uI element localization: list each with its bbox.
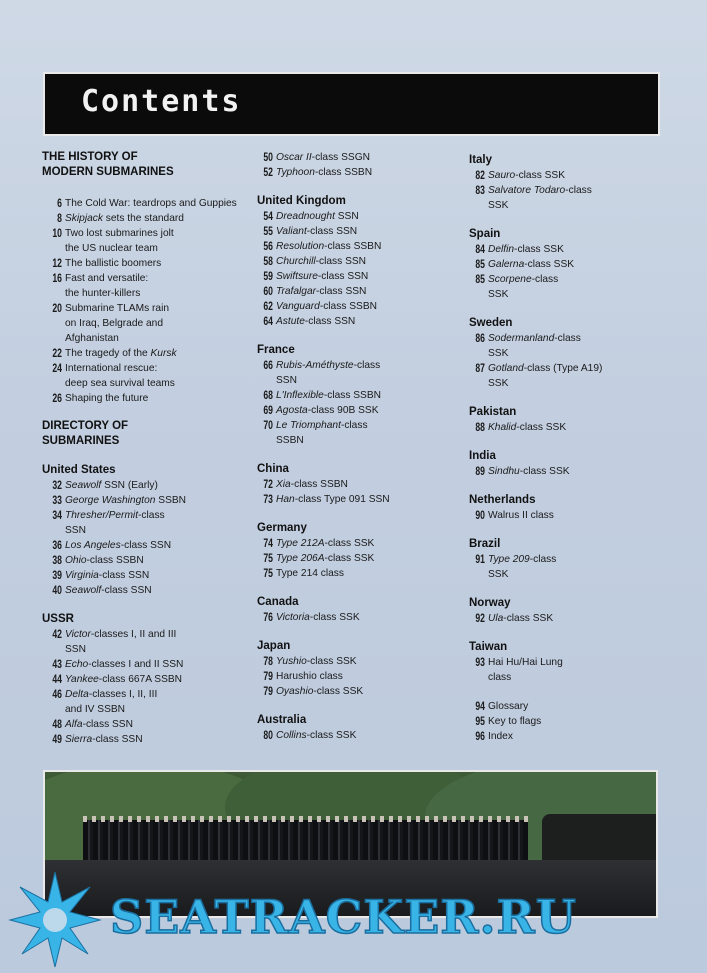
contents-entry — [257, 669, 457, 684]
entry-title: Shaping the future — [65, 393, 149, 404]
page-number: 39 — [52, 568, 62, 582]
contents-entry — [42, 672, 247, 687]
page-number: 40 — [52, 583, 62, 597]
contents-entry — [257, 165, 457, 180]
page-number: 94 — [475, 699, 485, 713]
entry-title: Yushio-class SSK — [276, 656, 357, 667]
contents-entry — [42, 717, 247, 732]
contents-entry — [42, 256, 247, 271]
page-number: 32 — [52, 478, 62, 492]
entry-title: Le Triomphant-class SSBN — [276, 420, 368, 446]
entry-title: Fast and versatile: the hunter-killers — [65, 273, 149, 299]
entry-title: The ballistic boomers — [65, 258, 162, 269]
contents-entry — [42, 226, 247, 256]
page-number: 44 — [52, 672, 62, 686]
contents-entry — [469, 611, 669, 626]
entry-title: L'Inflexible-class SSBN — [276, 390, 382, 401]
page-number: 38 — [52, 553, 62, 567]
page-number: 34 — [52, 508, 62, 522]
contents-entry — [42, 657, 247, 672]
directory-sections — [469, 153, 669, 744]
page-number: 84 — [475, 242, 485, 256]
page-number: 8 — [57, 211, 62, 225]
section-heading: USSR — [42, 613, 74, 625]
entry-title: The tragedy of the Kursk — [65, 348, 177, 359]
section-heading: Australia — [257, 714, 307, 726]
contents-entry — [42, 508, 247, 538]
entry-title: Type 206A-class SSK — [276, 553, 375, 564]
contents-entry — [257, 254, 457, 269]
contents-entry — [42, 361, 247, 391]
contents-entry — [42, 553, 247, 568]
contents-column-1 — [42, 150, 247, 747]
contents-entry — [257, 566, 457, 581]
page-number: 16 — [52, 271, 62, 285]
page-number: 20 — [52, 301, 62, 315]
entry-title: Virginia-class SSN — [65, 570, 150, 581]
page-number: 85 — [475, 272, 485, 286]
page-number: 82 — [475, 168, 485, 182]
entry-title: Hai Hu/Hai Lung class — [488, 657, 563, 683]
entry-title: George Washington SSBN — [65, 495, 187, 506]
section-heading: Sweden — [469, 317, 513, 329]
contents-entry — [42, 568, 247, 583]
contents-entry — [42, 301, 247, 346]
contents-entry — [257, 477, 457, 492]
page-number: 86 — [475, 331, 485, 345]
page-number: 59 — [263, 269, 273, 283]
page-number: 70 — [263, 418, 273, 432]
page-number: 78 — [263, 654, 273, 668]
contents-entry — [42, 732, 247, 747]
entry-title: Walrus II class — [488, 510, 554, 521]
page-number: 83 — [475, 183, 485, 197]
page-number: 90 — [475, 508, 485, 522]
section-heading: Spain — [469, 228, 501, 240]
entry-title: Glossary — [488, 701, 529, 712]
page-number: 79 — [263, 669, 273, 683]
page-number: 12 — [52, 256, 62, 270]
section-heading: Norway — [469, 597, 511, 609]
page-number: 10 — [52, 226, 62, 240]
section-heading: France — [257, 344, 295, 356]
page-number: 55 — [263, 224, 273, 238]
contents-entry — [42, 196, 247, 211]
entry-title: Trafalgar-class SSN — [276, 286, 367, 297]
entry-title: Type 214 class — [276, 568, 344, 579]
page-number: 69 — [263, 403, 273, 417]
entry-title: Los Angeles-class SSN — [65, 540, 172, 551]
contents-column-2 — [257, 150, 457, 743]
page-number: 76 — [263, 610, 273, 624]
entry-title: Yankee-class 667A SSBN — [65, 674, 183, 685]
contents-entry — [469, 420, 669, 435]
watermark-text: SEATRACKER.RU — [110, 890, 577, 944]
page-number: 50 — [263, 150, 273, 164]
entry-title: Oyashio-class SSK — [276, 686, 364, 697]
contents-entry — [469, 168, 669, 183]
page-number: 79 — [263, 684, 273, 698]
page-number: 33 — [52, 493, 62, 507]
page-number: 43 — [52, 657, 62, 671]
contents-entry — [42, 478, 247, 493]
contents-entry — [257, 492, 457, 507]
page-number: 26 — [52, 391, 62, 405]
contents-entry — [42, 211, 247, 226]
entry-title: Agosta-class 90B SSK — [276, 405, 379, 416]
page-number: 66 — [263, 358, 273, 372]
contents-entry — [469, 183, 669, 213]
section-heading: India — [469, 450, 496, 462]
contents-entry — [257, 610, 457, 625]
page-number: 91 — [475, 552, 485, 566]
contents-entry — [469, 331, 669, 361]
page-number: 88 — [475, 420, 485, 434]
section-heading: Canada — [257, 596, 299, 608]
page-number: 58 — [263, 254, 273, 268]
entry-title: Type 209-class SSK — [488, 554, 557, 580]
section-heading: Italy — [469, 154, 493, 166]
page-title: Contents — [81, 84, 242, 119]
contents-entry — [257, 684, 457, 699]
entry-title: Sierra-class SSN — [65, 734, 143, 745]
entry-title: The Cold War: teardrops and Guppies — [65, 198, 237, 209]
contents-entry — [257, 654, 457, 669]
contents-entry — [257, 224, 457, 239]
entry-title: Victor-classes I, II and III SSN — [65, 629, 177, 655]
entry-title: Sodermanland-class SSK — [488, 333, 581, 359]
page-number: 92 — [475, 611, 485, 625]
entry-title: Scorpene-class SSK — [488, 274, 559, 300]
entry-title: Churchill-class SSN — [276, 256, 367, 267]
history-list — [42, 196, 247, 406]
page-number: 52 — [263, 165, 273, 179]
contents-entry — [257, 239, 457, 254]
contents-entry — [469, 361, 669, 391]
entry-title: Salvatore Todaro-class SSK — [488, 185, 592, 211]
page-number: 68 — [263, 388, 273, 402]
entry-title: Thresher/Permit-class SSN — [65, 510, 165, 536]
section-heading: Pakistan — [469, 406, 517, 418]
contents-entry — [257, 150, 457, 165]
page-number: 95 — [475, 714, 485, 728]
entry-title: Han-class Type 091 SSN — [276, 494, 390, 505]
entry-title: Gotland-class (Type A19) SSK — [488, 363, 603, 389]
contents-entry — [42, 627, 247, 657]
entry-title: Seawolf-class SSN — [65, 585, 152, 596]
entry-title: Type 212A-class SSK — [276, 538, 375, 549]
page-number: 72 — [263, 477, 273, 491]
contents-entry — [257, 388, 457, 403]
page-number: 49 — [52, 732, 62, 746]
entry-title: Astute-class SSN — [276, 316, 356, 327]
contents-entry — [469, 257, 669, 272]
entry-title: Xia-class SSBN — [276, 479, 348, 490]
section-heading: Japan — [257, 640, 291, 652]
submarine-sail — [542, 814, 658, 864]
page-number: 42 — [52, 627, 62, 641]
page-number: 87 — [475, 361, 485, 375]
page-number: 36 — [52, 538, 62, 552]
entry-title: Sindhu-class SSK — [488, 466, 570, 477]
entry-title: Khalid-class SSK — [488, 422, 567, 433]
page-number: 89 — [475, 464, 485, 478]
page-number: 75 — [263, 566, 273, 580]
contents-entry — [42, 538, 247, 553]
entry-title: Victoria-class SSK — [276, 612, 360, 623]
entry-title: Alfa-class SSN — [65, 719, 133, 730]
page-number: 54 — [263, 209, 273, 223]
entry-title: Typhoon-class SSBN — [276, 167, 373, 178]
contents-entry — [42, 271, 247, 301]
entry-title: International rescue: deep sea survival teams — [65, 363, 175, 389]
contents-entry — [469, 242, 669, 257]
page-number: 48 — [52, 717, 62, 731]
section-heading: Taiwan — [469, 641, 508, 653]
entry-title: Ula-class SSK — [488, 613, 554, 624]
page-number: 62 — [263, 299, 273, 313]
contents-entry — [257, 209, 457, 224]
entry-title: Vanguard-class SSBN — [276, 301, 377, 312]
section-heading: Netherlands — [469, 494, 536, 506]
page-number: 96 — [475, 729, 485, 743]
contents-entry — [469, 714, 669, 729]
contents-entry — [469, 508, 669, 523]
page-number: 75 — [263, 551, 273, 565]
entry-title: Skipjack sets the standard — [65, 213, 184, 224]
entry-title: Seawolf SSN (Early) — [65, 480, 158, 491]
entry-title: Harushio class — [276, 671, 343, 682]
entry-title: Swiftsure-class SSN — [276, 271, 369, 282]
entry-title: Echo-classes I and II SSN — [65, 659, 184, 670]
entry-title: Resolution-class SSBN — [276, 241, 382, 252]
page-number: 73 — [263, 492, 273, 506]
contents-entry — [469, 655, 669, 685]
page-number: 56 — [263, 239, 273, 253]
page-number: 85 — [475, 257, 485, 271]
contents-entry — [257, 299, 457, 314]
entry-title: Submarine TLAMs rain on Iraq, Belgrade and Afghanistan — [65, 303, 169, 344]
page-number: 46 — [52, 687, 62, 701]
contents-entry — [257, 418, 457, 448]
entry-title: Ohio-class SSBN — [65, 555, 144, 566]
page-number: 60 — [263, 284, 273, 298]
entry-title: Rubis-Améthyste-class SSN — [276, 360, 381, 386]
history-heading: THE HISTORY OF MODERN SUBMARINES — [42, 151, 174, 178]
page-number: 24 — [52, 361, 62, 375]
contents-column-3 — [469, 153, 669, 744]
contents-entry — [257, 284, 457, 299]
contents-entry — [257, 728, 457, 743]
contents-entry — [42, 583, 247, 598]
crew-line — [83, 820, 528, 862]
contents-entry — [469, 699, 669, 714]
page-number: 80 — [263, 728, 273, 742]
page-number: 22 — [52, 346, 62, 360]
section-heading: Germany — [257, 522, 307, 534]
directory-sections — [42, 463, 247, 747]
directory-sections — [257, 150, 457, 743]
entry-title: Valiant-class SSN — [276, 226, 358, 237]
entry-title: Index — [488, 731, 513, 742]
contents-entry — [42, 687, 247, 717]
watermark-burst-icon — [0, 862, 110, 972]
entry-title: Sauro-class SSK — [488, 170, 566, 181]
contents-entry — [257, 551, 457, 566]
contents-entry — [469, 464, 669, 479]
contents-entry — [42, 493, 247, 508]
contents-entry — [42, 346, 247, 361]
contents-entry — [257, 269, 457, 284]
contents-entry — [257, 403, 457, 418]
contents-entry — [42, 391, 247, 406]
entry-title: Key to flags — [488, 716, 542, 727]
section-heading: United States — [42, 464, 116, 476]
entry-title: Collins-class SSK — [276, 730, 357, 741]
page-number: 64 — [263, 314, 273, 328]
contents-entry — [469, 272, 669, 302]
directory-heading: DIRECTORY OF SUBMARINES — [42, 420, 129, 447]
contents-entry — [257, 536, 457, 551]
title-bar — [43, 72, 660, 136]
entry-title: Delfin-class SSK — [488, 244, 564, 255]
page-number: 74 — [263, 536, 273, 550]
section-heading: United Kingdom — [257, 195, 346, 207]
section-heading: China — [257, 463, 289, 475]
entry-title: Oscar II-class SSGN — [276, 152, 370, 163]
section-heading: Brazil — [469, 538, 501, 550]
entry-title: Two lost submarines jolt the US nuclear team — [65, 228, 174, 254]
entry-title: Dreadnought SSN — [276, 211, 359, 222]
contents-entry — [469, 552, 669, 582]
contents-entry — [257, 314, 457, 329]
contents-entry — [469, 729, 669, 744]
contents-entry — [257, 358, 457, 388]
page-number: 93 — [475, 655, 485, 669]
page-number: 6 — [57, 196, 62, 210]
entry-title: Delta-classes I, II, III and IV SSBN — [65, 689, 158, 715]
entry-title: Galerna-class SSK — [488, 259, 575, 270]
